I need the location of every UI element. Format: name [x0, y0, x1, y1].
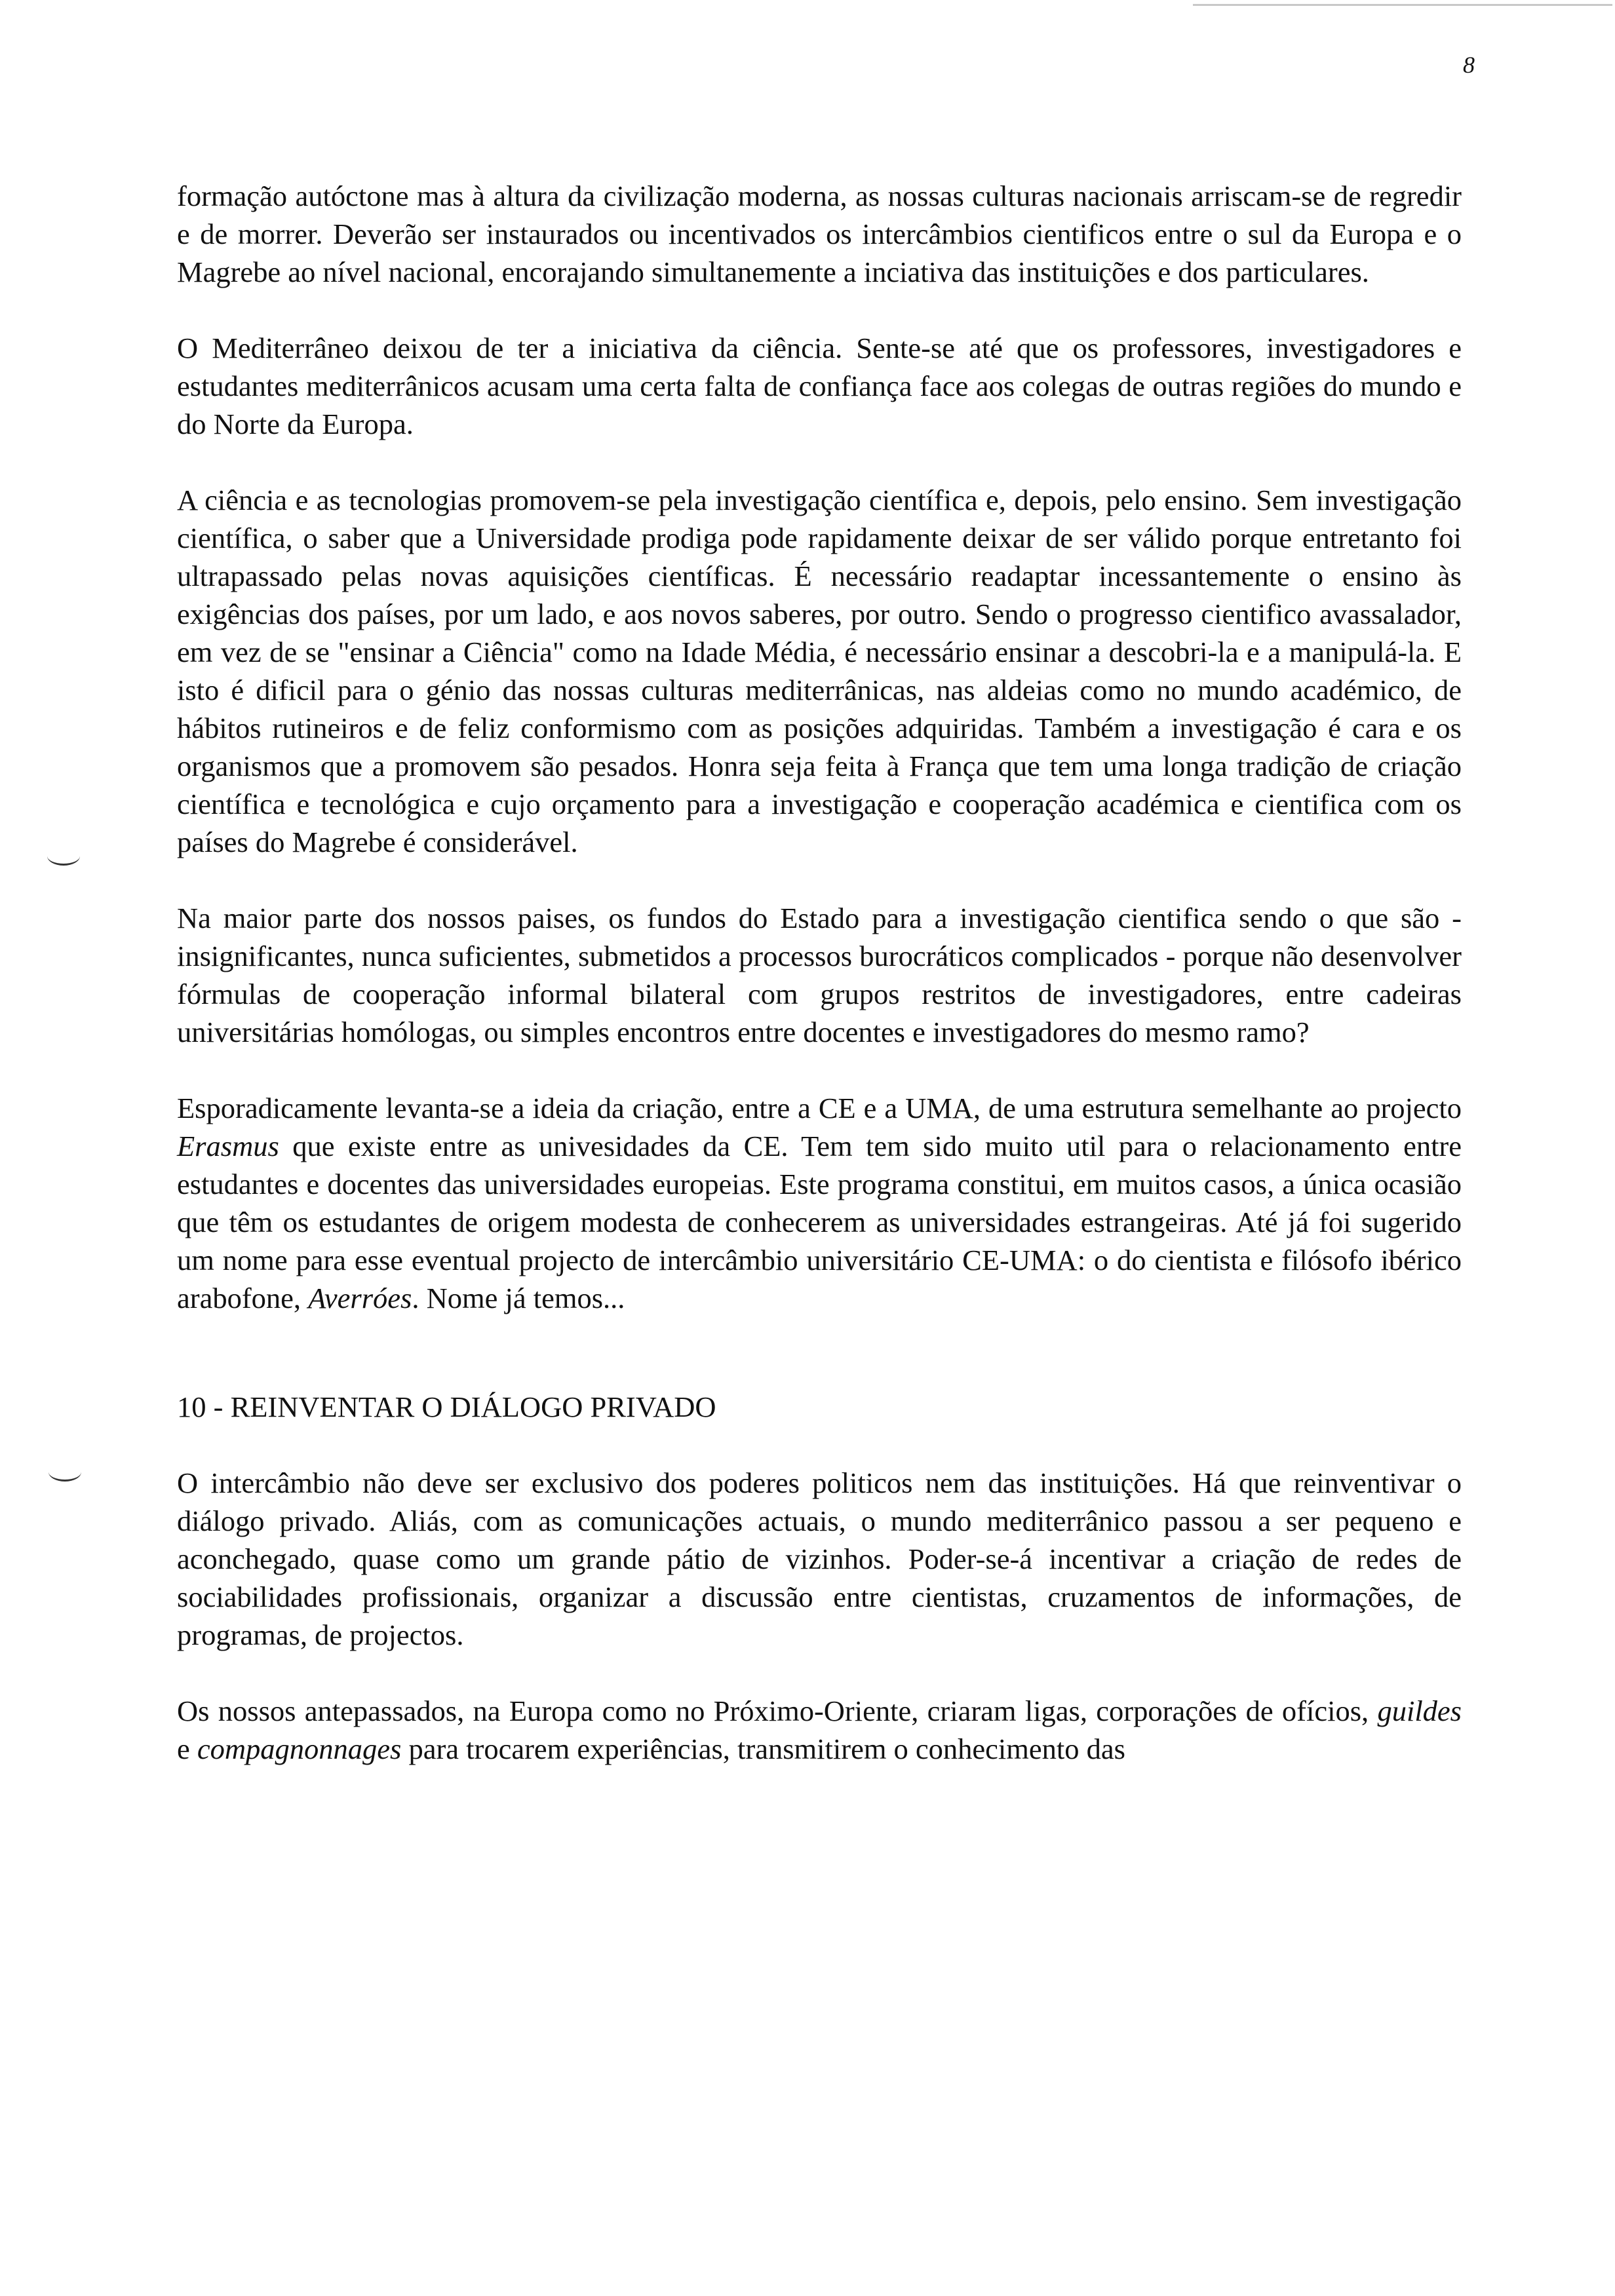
- paragraph-text: que existe entre as univesidades da CE. Tem tem sido muito util para o relacionamento entre estudantes e docentes das universidades europeias. Este programa constitui, em muitos casos, a única ocasião que têm os estudantes de origem modesta de conhecerem as universidades estrangeiras. Até já foi sugerido um nome para esse eventual projecto de intercâmbio universitário CE-UMA: o do cientista e filósofo ibérico arabofone,: [177, 1130, 1462, 1314]
- document-body: [177, 177, 1462, 1806]
- scan-top-rule: [1193, 4, 1612, 6]
- italic-term-erasmus: Erasmus: [177, 1130, 279, 1162]
- paragraph-text: Os nossos antepassados, na Europa como no Próximo-Oriente, criaram ligas, corporações de ofícios,: [177, 1694, 1378, 1727]
- paragraph-text: Esporadicamente levanta-se a ideia da criação, entre a CE e a UMA, de uma estrutura semelhante ao projecto: [177, 1092, 1462, 1124]
- italic-term-guildes: guildes: [1377, 1694, 1462, 1727]
- paragraph: formação autóctone mas à altura da civilização moderna, as nossas culturas nacionais arriscam-se de regredir e de morrer. Deverão ser instaurados ou incentivados os intercâmbios cientificos entre o sul da Europa e o Magrebe ao nível nacional, encorajando simultanemente a inciativa das instituições e dos particulares.: [177, 180, 1462, 288]
- section-heading: 10 - REINVENTAR O DIÁLOGO PRIVADO: [177, 1390, 716, 1423]
- paragraph: O Mediterrâneo deixou de ter a iniciativa da ciência. Sente-se até que os professores, investigadores e estudantes mediterrânicos acusam uma certa falta de confiança face aos colegas de outras regiões do mundo e do Norte da Europa.: [177, 332, 1462, 440]
- italic-term-averroes: Averróes: [308, 1282, 412, 1314]
- paragraph: Na maior parte dos nossos paises, os fundos do Estado para a investigação cientifica sendo o que são - insignificantes, nunca suficientes, submetidos a processos burocráticos complicados - porque não desenvolver fórmulas de cooperação informal bilateral com grupos restritos de investigadores, entre cadeiras universitárias homólogas, ou simples encontros entre docentes e investigadores do mesmo ramo?: [177, 902, 1462, 1048]
- paragraph-text: e: [177, 1732, 197, 1765]
- paragraph: A ciência e as tecnologias promovem-se pela investigação científica e, depois, pelo ensino. Sem investigação científica, o saber que a Universidade prodiga pode rapidamente deixar de ser válido porque entretanto foi ultrapassado pelas novas aquisições científicas. É necessário readaptar incessantemente o ensino às exigências dos países, por um lado, e aos novos saberes, por outro. Sendo o progresso cientifico avassalador, em vez de se "ensinar a Ciência" como na Idade Média, é necessário ensinar a descobri-la e a manipulá-la. E isto é dificil para o génio das nossas culturas mediterrânicas, nas aldeias como no mundo académico, de hábitos rutineiros e de feliz conformismo com as posições adquiridas. Também a investigação é cara e os organismos que a promovem são pesados. Honra seja feita à França que tem uma longa tradição de criação científica e tecnológica e cujo orçamento para a investigação e cooperação académica e cientifica com os países do Magrebe é considerável.: [177, 484, 1462, 858]
- italic-term-compagnonnages: compagnonnages: [197, 1732, 402, 1765]
- paragraph-text: para trocarem experiências, transmitirem o conhecimento das: [401, 1732, 1125, 1765]
- paragraph: [177, 1089, 1462, 1317]
- margin-mark: [47, 847, 80, 866]
- paragraph: [177, 1692, 1462, 1768]
- paragraph-text: . Nome já temos...: [412, 1282, 625, 1314]
- paragraph: O intercâmbio não deve ser exclusivo dos poderes politicos nem das instituições. Há que reinventivar o diálogo privado. Aliás, com as comunicações actuais, o mundo mediterrânico passou a ser pequeno e aconchegado, quase como um grande pátio de vizinhos. Poder-se-á incentivar a criação de redes de sociabilidades profissionais, organizar a discussão entre cientistas, cruzamentos de informações, de programas, de projectos.: [177, 1466, 1462, 1651]
- margin-mark: [49, 1463, 81, 1482]
- page-number: 8: [1463, 52, 1475, 78]
